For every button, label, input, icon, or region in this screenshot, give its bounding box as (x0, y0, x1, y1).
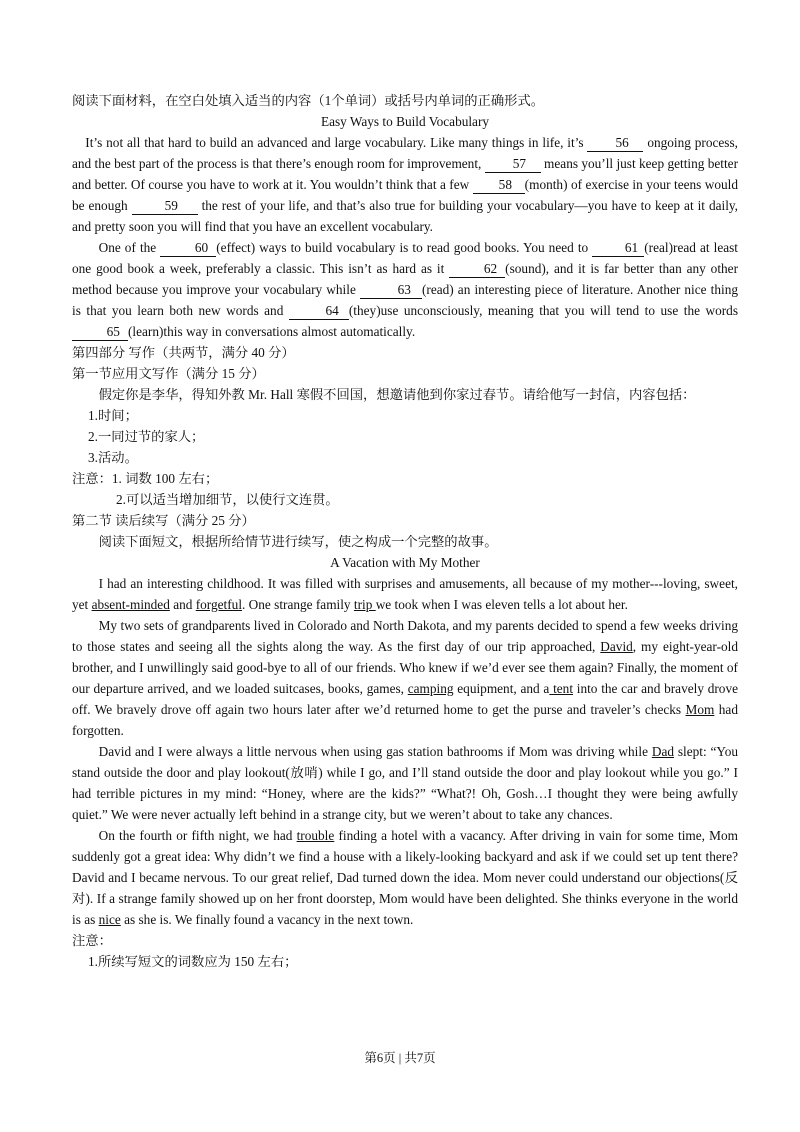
section2-prompt: 阅读下面短文，根据所给情节进行续写，使之构成一个完整的故事。 (98, 534, 498, 549)
section1-prompt: 假定你是李华，得知外教 Mr. Hall 寒假不回国，想邀请他到你家过春节。请给他写一封信，内容包括： (98, 387, 696, 402)
content-item-2: 2.一同过节的家人； (88, 429, 205, 444)
blank-56: 56 (587, 135, 643, 152)
underlined-word: Mom (685, 702, 715, 717)
blank-64: 64 (289, 303, 349, 320)
note-item-1: 1. 词数 100 左右； (111, 471, 219, 486)
blank-60: 60 (160, 240, 216, 257)
section2-note-item-1: 1.所续写短文的词数应为 150 左右； (88, 954, 298, 969)
underlined-word: David (600, 639, 633, 654)
blank-61: 61 (592, 240, 644, 257)
section2-heading: 第二节 读后续写（满分 25 分） (72, 513, 255, 528)
page-footer: 第6页 | 共7页 (364, 1051, 436, 1065)
underlined-word: Dad (651, 744, 674, 759)
cloze-paragraph-1: It’s not all that hard to build an advanced and large vocabulary. Like many things in life, it’s 56 ongoing process, and the best part of the process is that there’s enough room for improvement, 57 means you’ll just keep getting better and better. Of course you have to work at it. You wouldn’t think that a few 58 (month) of exercise in your teens would be enough 59 the rest of your life, and that’s also true for building your vocabulary—you have to keep at it daily, and pretty soon you will find that you have an excellent vocabulary. (72, 135, 738, 234)
cloze-paragraph-2: One of the 60 (effect) ways to build vocabulary is to read good books. You need to 61 (real)read at least one good book a week, preferably a classic. This isn’t as hard as it 62 (sound), and it is far better than any other method because you improve your vocabulary while 63 (read) an interesting piece of literature. Another nice thing is that you learn both new words and 64 (they)use unconsciously, meaning that you will tend to use the words 65 (learn)this way in conversations almost automatically. (72, 240, 739, 339)
blank-59: 59 (132, 198, 198, 215)
section1-note (72, 468, 738, 489)
underlined-word: forgetful (195, 597, 243, 612)
blank-63: 63 (360, 282, 422, 299)
underlined-word: trouble (296, 828, 335, 843)
underlined-word: tent (549, 681, 574, 696)
section1-heading: 第一节应用文写作（满分 15 分） (72, 366, 265, 381)
story-paragraph-3: David and I were always a little nervous when using gas station bathrooms if Mom was driving while Dad slept: “You stand outside the door and play lookout(放哨) while I go, and I’ll stand outside the door and play lookout while you go.” I had terrible pictures in my mind: “Honey, where are the kids?” “What?! Oh, Gosh…I thought they were being awfully quiet.” We were never actually left behind in a strange city, but we weren’t about to take any chances. (72, 744, 738, 822)
cloze-instruction: 阅读下面材料，在空白处填入适当的内容（1个单词）或括号内单词的正确形式。 (72, 93, 545, 108)
blank-58: 58 (473, 177, 525, 194)
note-item-2: 2.可以适当增加细节，以使行文连贯。 (116, 492, 339, 507)
story-paragraph-2: My two sets of grandparents lived in Colorado and North Dakota, and my parents decided to spend a few weeks driving to those states and seeing all the sights along the way. As the first day of our trip approached, David, my eight-year-old brother, and I unwillingly said good-bye to all of our friends. Who knew if we’d ever see them again? Finally, the moment of our departure arrived, and we loaded suitcases, books, games, camping equipment, and a tent into the car and bravely drove off. We bravely drove off again two hours later after we’d returned home to get the purse and traveler’s checks Mom had forgotten. (72, 618, 738, 738)
content-item-3: 3.活动。 (88, 450, 138, 465)
part4-heading: 第四部分 写作（共两节，满分 40 分） (72, 345, 295, 360)
underlined-word: nice (98, 912, 121, 927)
story-paragraph-1: I had an interesting childhood. It was filled with surprises and amusements, all because of my mother---loving, sweet, yet absent-minded and forgetful. One strange family trip we took when I was eleven tells a lot about her. (72, 576, 738, 612)
blank-65: 65 (72, 324, 128, 341)
underlined-word: absent-minded (91, 597, 170, 612)
note-label: 注意： (72, 471, 112, 486)
content-item-1: 1.时间； (88, 408, 138, 423)
underlined-word: camping (407, 681, 454, 696)
story-title: A Vacation with My Mother (330, 555, 480, 570)
underlined-word: trip (353, 597, 376, 612)
story-paragraph-4: On the fourth or fifth night, we had trouble finding a hotel with a vacancy. After driving in vain for some time, Mom suddenly got a great idea: Why didn’t we find a house with a likely-looking backyard and ask if we could set up tent there? David and I became nervous. To our great relief, Dad turned down the idea. Mom never could understand our objections(反对). If a strange family showed up on her front doorstep, Mom would have been delighted. She thinks everyone in the world is as nice as she is. We finally found a vacancy in the next town. (72, 828, 738, 927)
blank-62: 62 (449, 261, 505, 278)
section2-note-label: 注意： (72, 933, 112, 948)
blank-57: 57 (485, 156, 541, 173)
cloze-title: Easy Ways to Build Vocabulary (320, 114, 490, 129)
